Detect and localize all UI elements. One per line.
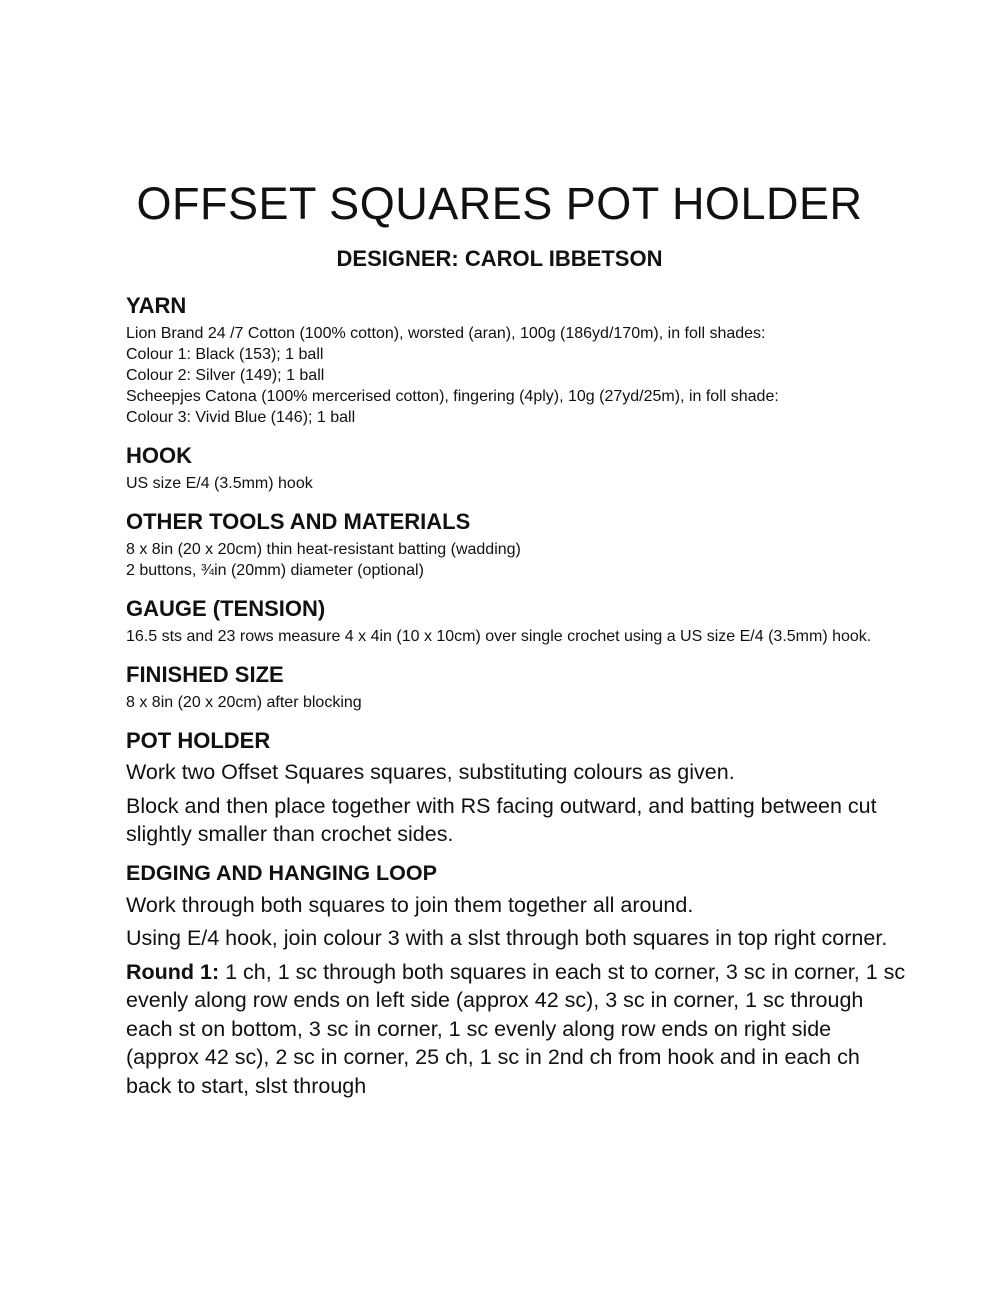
round-1-label: Round 1:: [126, 959, 220, 984]
finished-size-heading: FINISHED SIZE: [126, 662, 284, 687]
finished-size-section: [126, 661, 906, 713]
hook-heading: HOOK: [126, 443, 192, 468]
gauge-section: [126, 595, 906, 647]
round-1-instructions: [126, 958, 906, 1101]
yarn-line: Colour 1: Black (153); 1 ball: [126, 346, 324, 363]
edging-paragraph: Using E/4 hook, join colour 3 with a slst through both squares in top right corner.: [126, 926, 888, 950]
yarn-line: Lion Brand 24 /7 Cotton (100% cotton), worsted (aran), 100g (186yd/170m), in foll shades:: [126, 325, 766, 342]
yarn-line: Colour 3: Vivid Blue (146); 1 ball: [126, 409, 356, 426]
pot-holder-section: [126, 727, 906, 849]
tools-line: 8 x 8in (20 x 20cm) thin heat-resistant batting (wadding): [126, 541, 521, 558]
tools-line: 2 buttons, ¾in (20mm) diameter (optional): [126, 562, 424, 579]
hook-section: [126, 442, 906, 494]
gauge-heading: GAUGE (TENSION): [126, 596, 326, 621]
yarn-heading: YARN: [126, 293, 187, 318]
pot-holder-paragraph: Block and then place together with RS facing outward, and batting between cut slightly smaller than crochet sides.: [126, 793, 877, 846]
tools-section: [126, 508, 906, 581]
edging-section: [126, 859, 906, 1101]
yarn-line: Scheepjes Catona (100% mercerised cotton), fingering (4ply), 10g (27yd/25m), in foll shade:: [126, 388, 779, 405]
edging-paragraph: Work through both squares to join them together all around.: [126, 892, 694, 917]
yarn-line: Colour 2: Silver (149); 1 ball: [126, 367, 325, 384]
pot-holder-paragraph: Work two Offset Squares squares, substituting colours as given.: [126, 760, 735, 784]
pot-holder-heading: POT HOLDER: [126, 728, 271, 753]
tools-heading: OTHER TOOLS AND MATERIALS: [126, 509, 471, 534]
gauge-text: 16.5 sts and 23 rows measure 4 x 4in (10 x 10cm) over single crochet using a US size E/4 (3.5mm) hook.: [126, 628, 872, 645]
round-1-text: 1 ch, 1 sc through both squares in each st to corner, 3 sc in corner, 1 sc evenly along row ends on left side (approx 42 sc), 3 sc in corner, 1 sc through each st on bottom, 3 sc in corner, 1 sc evenly along row ends on right side (approx 42 sc), 2 sc in corner, 25 ch, 1 sc in 2nd ch from hook and in each ch back to start, slst through: [126, 959, 906, 1098]
finished-size-line: 8 x 8in (20 x 20cm) after blocking: [126, 694, 362, 711]
yarn-section: [126, 292, 906, 428]
pattern-content: [126, 292, 906, 1114]
edging-heading: EDGING AND HANGING LOOP: [126, 860, 437, 885]
hook-line: US size E/4 (3.5mm) hook: [126, 475, 313, 492]
page-title: OFFSET SQUARES POT HOLDER: [136, 178, 863, 229]
designer-credit: DESIGNER: CAROL IBBETSON: [336, 246, 663, 271]
